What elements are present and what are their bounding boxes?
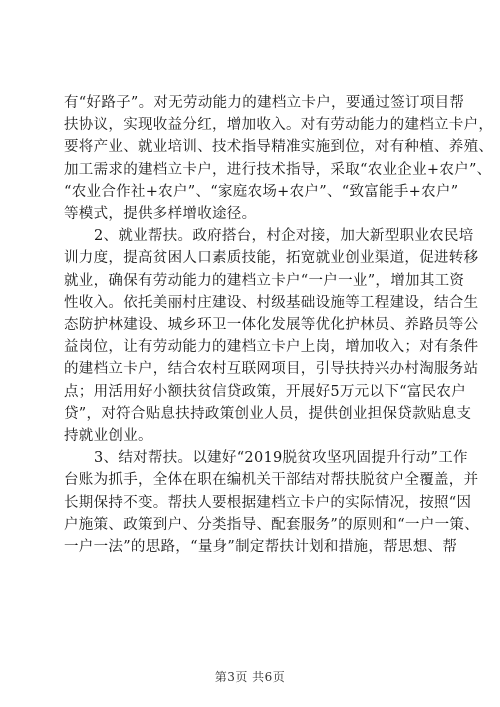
text-line: 训力度，提高贫困人口素质技能，拓宽就业创业渠道，促进转移	[64, 250, 479, 267]
text-line: 长期保持不变。帮扶人要根据建档立卡户的实际情况，按照“因	[64, 494, 472, 511]
text-line: 台账为抓手，全体在职在编机关干部结对帮扶脱贫户全覆盖，并	[64, 472, 479, 489]
text-line: 就业，确保有劳动能力的建档立卡户“一户一业”，增加其工资	[64, 272, 465, 289]
text-line: 持就业创业。	[64, 428, 153, 445]
text-line: 一户一法”的思路，“量身”制定帮扶计划和措施，帮思想、帮	[64, 539, 458, 556]
text-line: 态防护林建设、城乡环卫一体化发展等优化护林员、养路员等公	[64, 317, 479, 334]
text-line: 扶协议，实现收益分红，增加收入。对有劳动能力的建档立卡户，	[64, 117, 494, 134]
paragraph	[64, 225, 479, 447]
text-line: 有“好路子”。对无劳动能力的建档立卡户，要通过签订项目帮	[64, 95, 465, 111]
text-line: 点；用活用好小额扶贫信贷政策，开展好5万元以下“富民农户	[64, 383, 467, 400]
text-line: 要将产业、就业培训、技术指导精准实施到位，对有种植、养殖、	[64, 139, 494, 156]
document-body	[64, 92, 494, 558]
text-line: 性收入。依托美丽村庄建设、村级基础设施等工程建设，结合生	[64, 294, 479, 311]
text-line: 的建档立卡户，结合农村互联网项目，引导扶持兴办村淘服务站	[64, 361, 479, 378]
text-line: 加工需求的建档立卡户，进行技术指导，采取“农业企业+农户”、	[64, 161, 492, 178]
text-line: 户施策、政策到户、分类指导、配套服务”的原则和“一户一策、	[64, 516, 480, 533]
text-line: 益岗位，让有劳动能力的建档立卡户上岗，增加收入；对有条件	[64, 339, 479, 356]
page-footer: 第3页 共6页	[214, 670, 286, 684]
text-line: 3、结对帮扶。以建好“2019脱贫攻坚巩固提升行动”工作	[94, 450, 468, 467]
paragraph	[64, 447, 480, 558]
text-line: 等模式，提供多样增收途径。	[64, 206, 257, 223]
paragraph	[64, 92, 494, 225]
text-line: “农业合作社+农户”、“家庭农场+农户”、“致富能手+农户”	[64, 183, 459, 200]
text-line: 2、就业帮扶。政府搭台，村企对接，加大新型职业农民培	[94, 228, 474, 245]
text-line: 贷”，对符合贴息扶持政策创业人员，提供创业担保贷款贴息支	[64, 405, 472, 422]
